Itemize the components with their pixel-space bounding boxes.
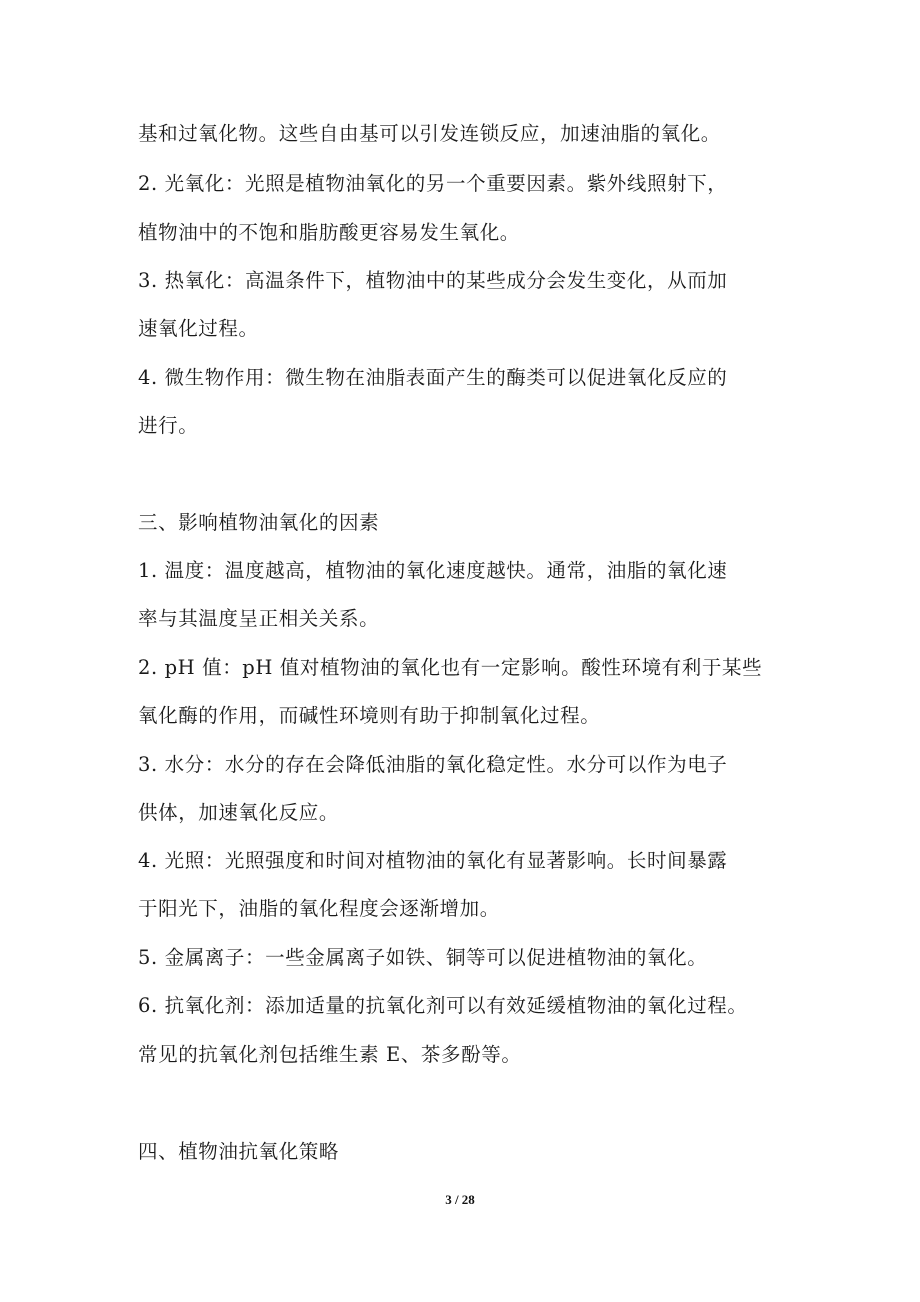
list-item-photo-oxidation: 2. 光氧化：光照是植物油氧化的另一个重要因素。紫外线照射下， bbox=[138, 172, 728, 195]
text-line: 于阳光下，油脂的氧化程度会逐渐增加。 bbox=[138, 897, 500, 920]
list-item-antioxidants: 6. 抗氧化剂：添加适量的抗氧化剂可以有效延缓植物油的氧化过程。 bbox=[138, 994, 748, 1017]
text-line: 速氧化过程。 bbox=[138, 317, 259, 340]
text-line: 率与其温度呈正相关关系。 bbox=[138, 607, 380, 630]
list-item-temperature: 1. 温度：温度越高，植物油的氧化速度越快。通常，油脂的氧化速 bbox=[138, 559, 728, 582]
section-heading-factors: 三、影响植物油氧化的因素 bbox=[138, 511, 380, 534]
section-heading-strategies: 四、植物油抗氧化策略 bbox=[138, 1140, 340, 1163]
list-item-metal-ions: 5. 金属离子：一些金属离子如铁、铜等可以促进植物油的氧化。 bbox=[138, 946, 708, 969]
text-line: 常见的抗氧化剂包括维生素 E、茶多酚等。 bbox=[138, 1043, 522, 1066]
list-item-ph: 2. pH 值：pH 值对植物油的氧化也有一定影响。酸性环境有利于某些 bbox=[138, 656, 763, 679]
text-line: 氧化酶的作用，而碱性环境则有助于抑制氧化过程。 bbox=[138, 704, 601, 727]
list-item-thermal-oxidation: 3. 热氧化：高温条件下，植物油中的某些成分会发生变化，从而加 bbox=[138, 269, 728, 292]
page-number: 3 / 28 bbox=[445, 1192, 475, 1207]
text-line: 植物油中的不饱和脂肪酸更容易发生氧化。 bbox=[138, 221, 520, 244]
list-item-moisture: 3. 水分：水分的存在会降低油脂的氧化稳定性。水分可以作为电子 bbox=[138, 753, 728, 776]
text-line: 基和过氧化物。这些自由基可以引发连锁反应，加速油脂的氧化。 bbox=[138, 122, 721, 145]
list-item-light: 4. 光照：光照强度和时间对植物油的氧化有显著影响。长时间暴露 bbox=[138, 849, 728, 872]
list-item-microbial-action: 4. 微生物作用：微生物在油脂表面产生的酶类可以促进氧化反应的 bbox=[138, 366, 728, 389]
text-line: 进行。 bbox=[138, 414, 199, 437]
text-line: 供体，加速氧化反应。 bbox=[138, 801, 340, 824]
